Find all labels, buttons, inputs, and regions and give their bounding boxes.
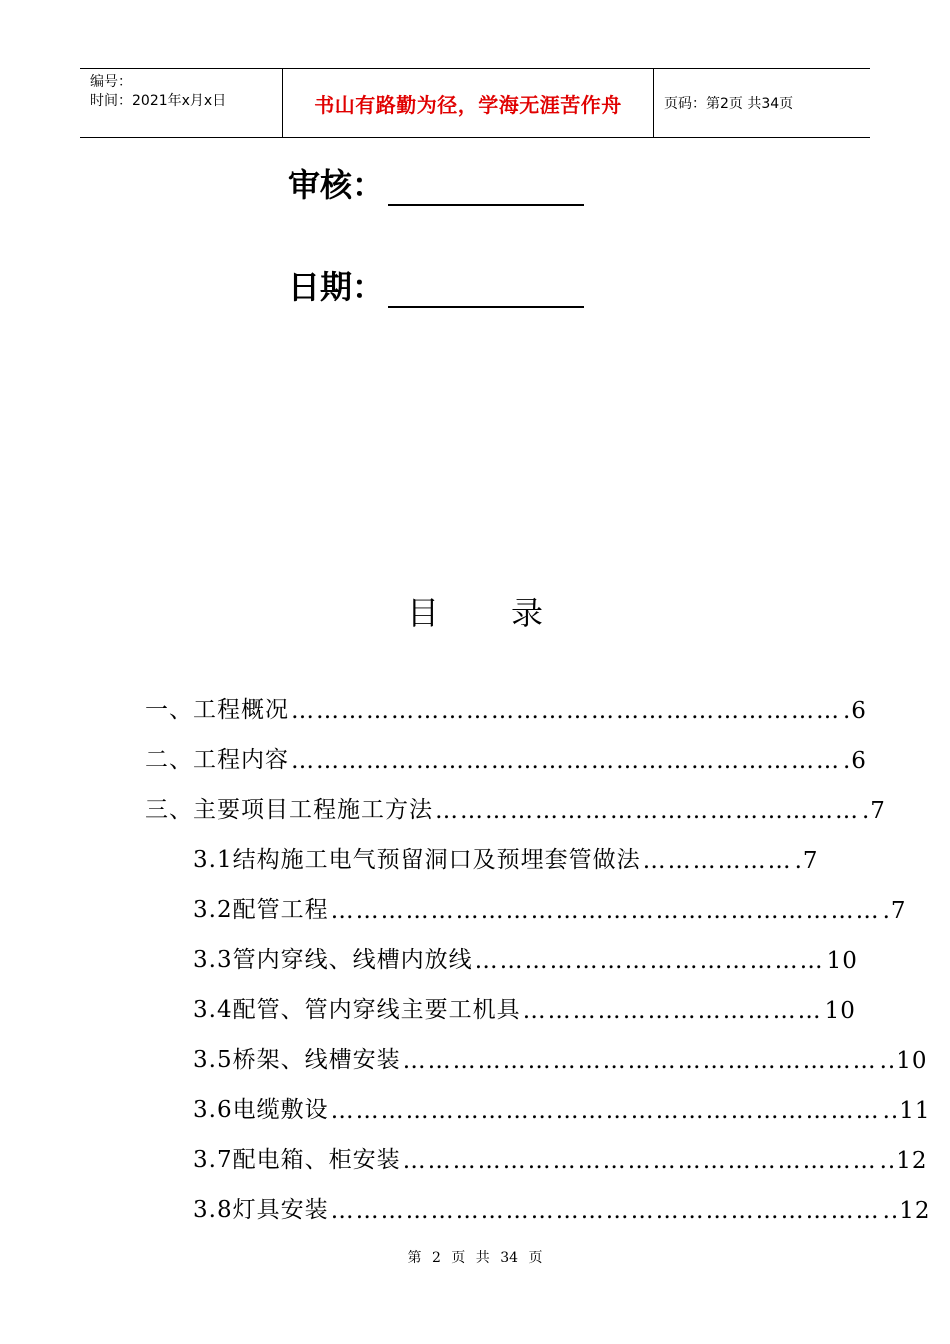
review-signature	[288, 160, 584, 206]
toc-item	[145, 734, 867, 774]
toc-title: 目录	[406, 594, 615, 632]
page-header	[80, 68, 870, 138]
toc-item-label: 3.7配电箱、柜安装	[193, 1147, 401, 1173]
date-label: 日期：	[288, 268, 385, 306]
toc-item-leader: ………………	[642, 848, 793, 874]
header-meta	[80, 69, 282, 137]
toc-item-leader: …………………………………………………………	[330, 1098, 881, 1124]
toc-item	[145, 684, 867, 724]
toc-item-leader: …………………………………………………………	[330, 1198, 881, 1224]
toc-item-leader: ………………………………	[522, 998, 823, 1024]
toc-item-label: 3.2配管工程	[193, 897, 329, 923]
toc-item-page: ..12	[879, 1148, 928, 1174]
toc-item-label: 工程概况	[193, 697, 289, 723]
toc-item-number: 三、	[145, 797, 193, 823]
header-motto: 书山有路勤为径，学海无涯苦作舟	[282, 69, 654, 137]
toc-item-leader: …………………………………………………………	[291, 698, 841, 724]
toc-item-page: .7	[882, 898, 907, 924]
toc-item-number: 一、	[145, 697, 193, 723]
toc-item-label: 3.3管内穿线、线槽内放线	[193, 947, 473, 973]
toc-item-label: 3.1结构施工电气预留洞口及预埋套管做法	[193, 847, 641, 873]
toc-item-page: 10	[824, 998, 856, 1024]
toc-item-label: 工程内容	[193, 747, 289, 773]
toc-item	[193, 884, 907, 924]
toc-item-label: 3.6电缆敷设	[193, 1097, 329, 1123]
time-label: 时间：2021年x月x日	[90, 93, 227, 109]
page-footer: 第 2 页 共 34 页	[407, 1250, 543, 1266]
toc-item-label: 3.8灯具安装	[193, 1197, 329, 1223]
review-label: 审核：	[288, 166, 385, 204]
header-page-info: 页码：第2页 共34页	[664, 96, 794, 112]
toc-item-page: ..11	[882, 1098, 931, 1124]
toc-item	[193, 934, 858, 974]
toc-item	[193, 1134, 928, 1174]
toc-item	[193, 984, 856, 1024]
toc-item-label: 3.5桥架、线槽安装	[193, 1047, 401, 1073]
date-signature	[288, 262, 584, 308]
toc-item-page: .7	[862, 798, 886, 824]
toc-item	[193, 1184, 931, 1224]
toc-item-page: ..12	[882, 1198, 931, 1224]
toc-item-leader: …………………………………………………	[402, 1048, 878, 1074]
date-blank-line	[388, 270, 584, 308]
toc-item-leader: ……………………………………	[474, 948, 825, 974]
toc-item	[193, 1034, 928, 1074]
number-label: 编号：	[90, 74, 132, 90]
toc-item	[193, 834, 819, 874]
toc-item-leader: …………………………………………………	[402, 1148, 878, 1174]
toc-item-label: 主要项目工程施工方法	[193, 797, 433, 823]
toc-item-leader: …………………………………………………………	[291, 748, 841, 774]
toc-item-label: 3.4配管、管内穿线主要工机具	[193, 997, 521, 1023]
toc-item-page: .6	[843, 748, 867, 774]
toc-item-number: 二、	[145, 747, 193, 773]
toc-item-leader: …………………………………………………………	[330, 898, 881, 924]
toc-item-page: .7	[794, 848, 819, 874]
toc-item-page: 10	[826, 948, 858, 974]
toc-item-page: ..10	[879, 1048, 928, 1074]
toc-item-leader: ……………………………………………	[435, 798, 860, 824]
review-blank-line	[388, 168, 584, 206]
toc-item	[145, 784, 886, 824]
toc-item-page: .6	[843, 698, 867, 724]
toc-item	[193, 1084, 931, 1124]
